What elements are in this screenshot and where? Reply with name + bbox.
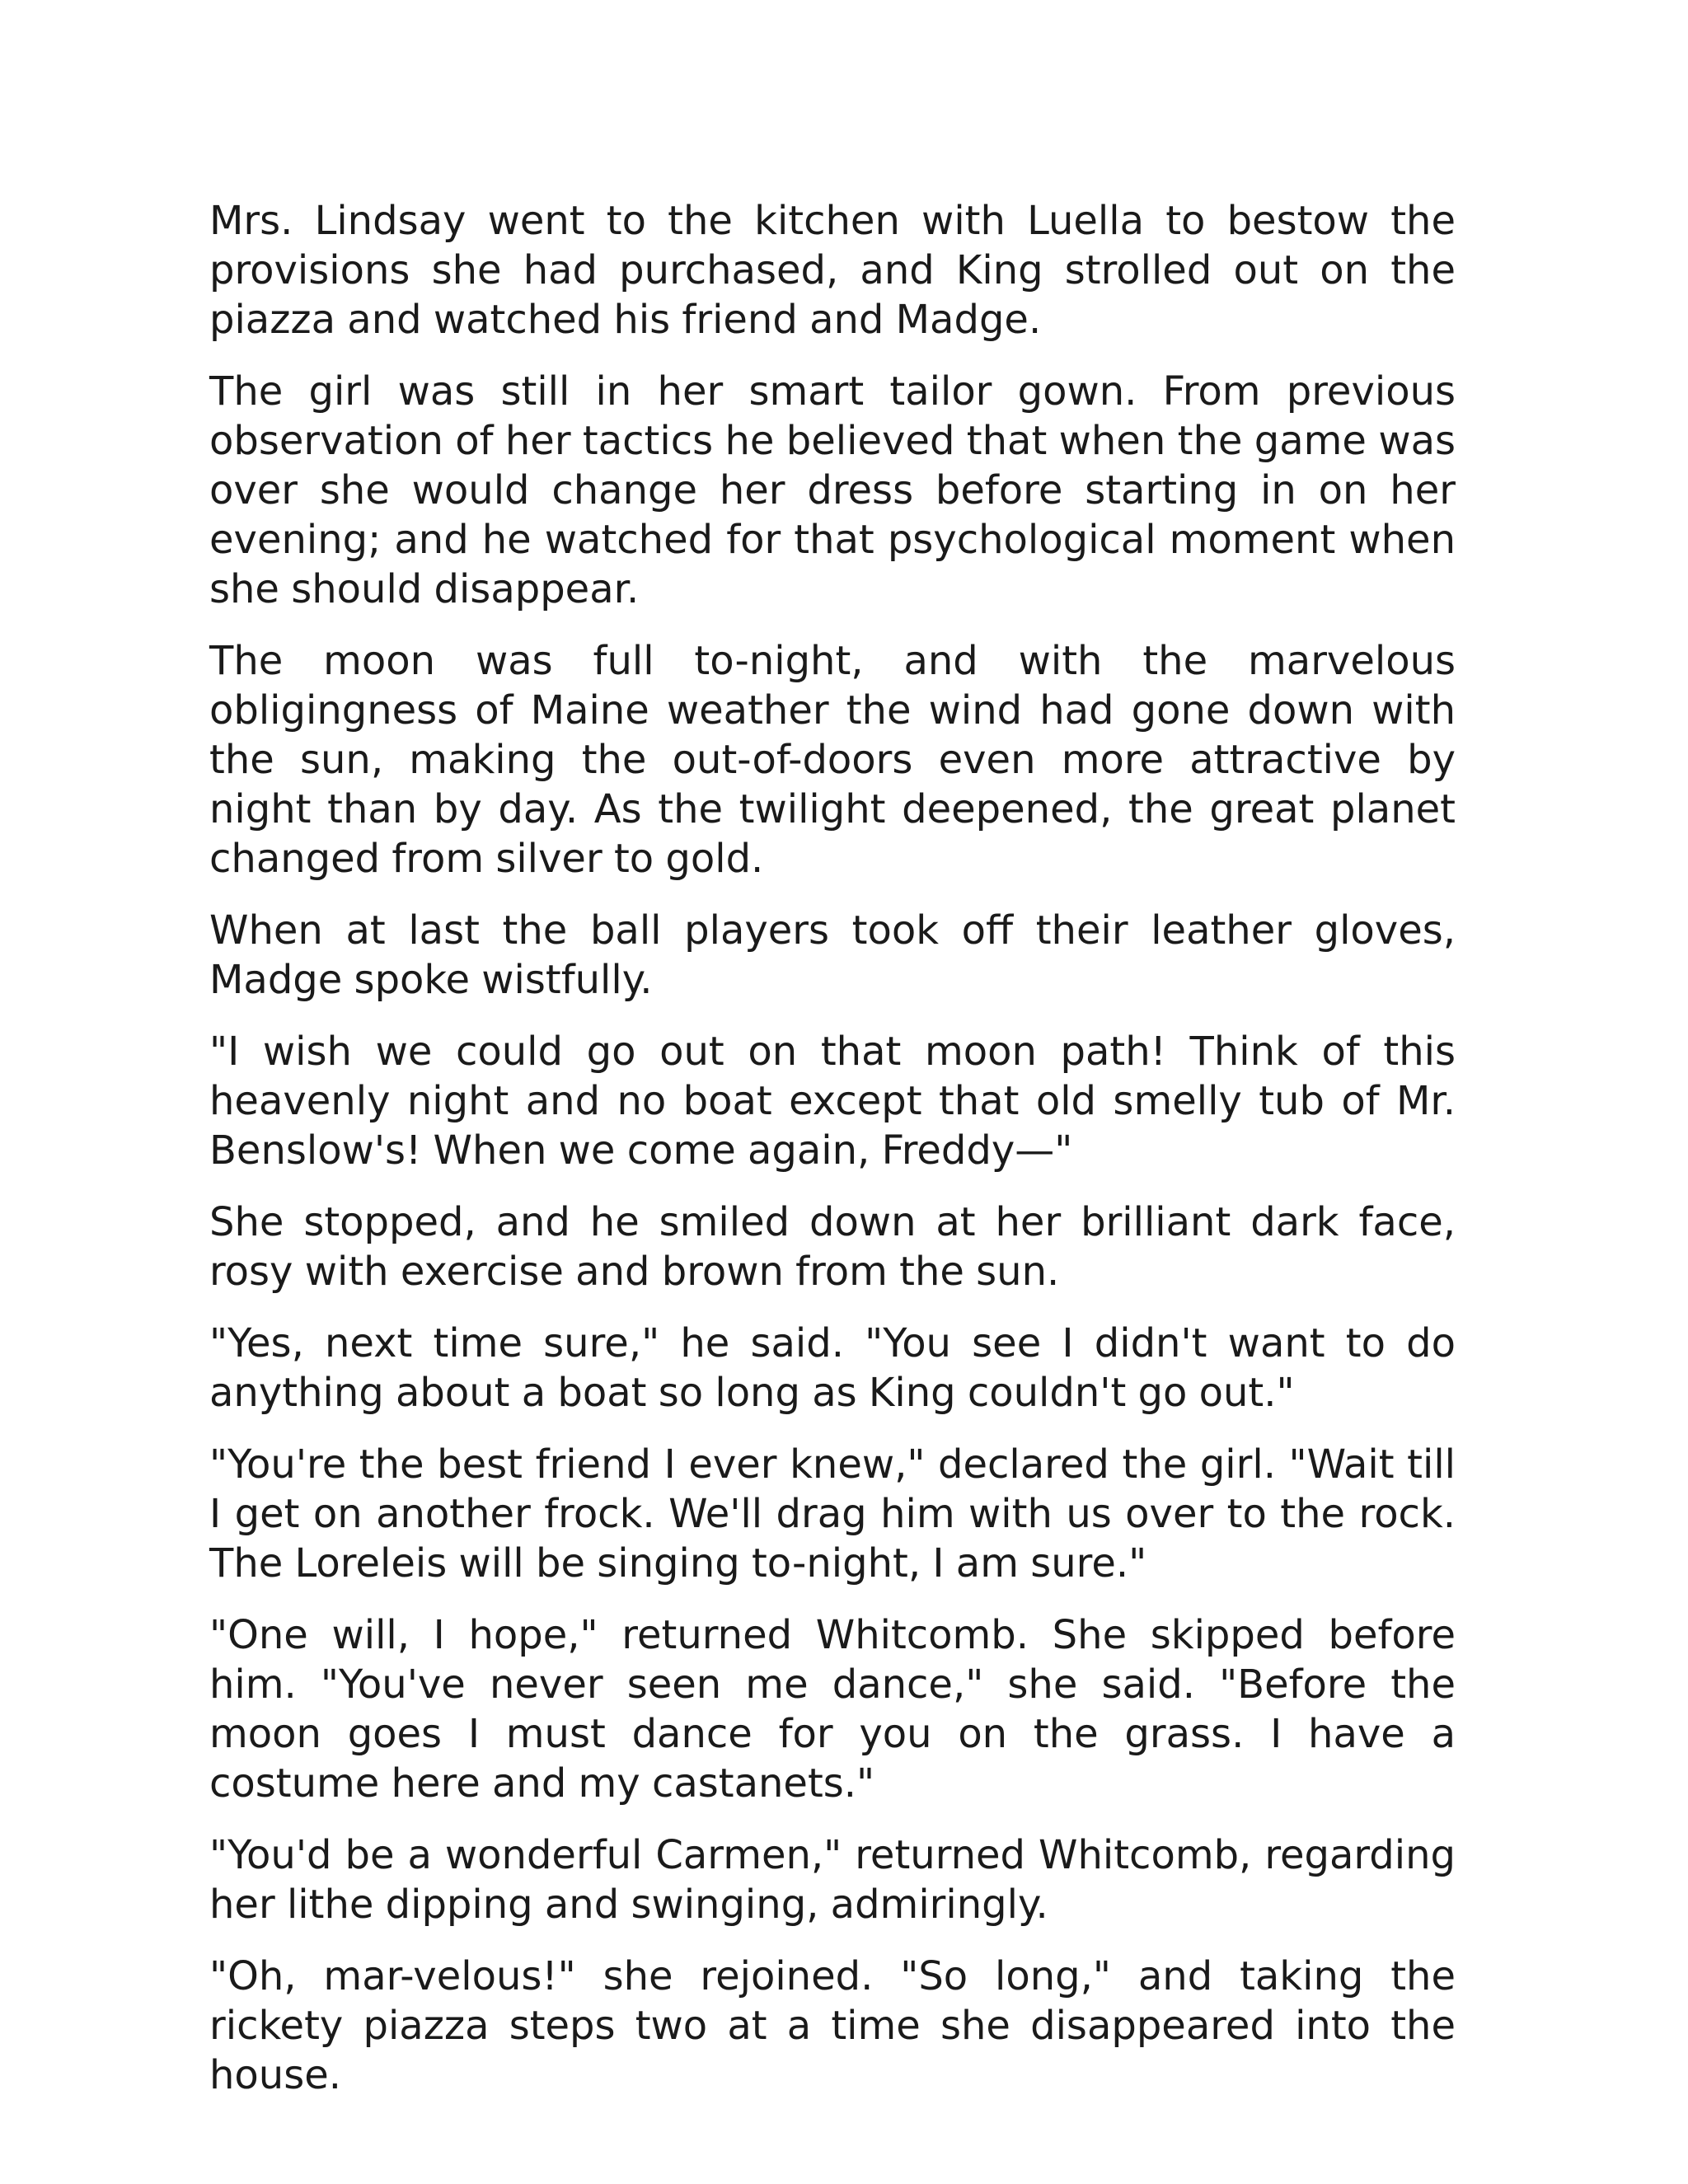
- paragraph: "You'd be a wonderful Carmen," returned Whitcomb, regarding her lithe dipping and swinging, admiringly.: [209, 1832, 1456, 1928]
- paragraph: "One will, I hope," returned Whitcomb. She skipped before him. "You've never seen me dance," she said. "Before the moon goes I must dance for you on the grass. I have a costume here and my castanets.": [209, 1612, 1456, 1807]
- paragraph: She stopped, and he smiled down at her brilliant dark face, rosy with exercise and brown from the sun.: [209, 1199, 1456, 1295]
- document-page: [209, 196, 1456, 2122]
- paragraph: Mrs. Lindsay went to the kitchen with Luella to bestow the provisions she had purchased, and King strolled out on the piazza and watched his friend and Madge.: [209, 198, 1456, 343]
- paragraph: "Oh, mar-velous!" she rejoined. "So long," and taking the rickety piazza steps two at a time she disappeared into the house.: [209, 1953, 1456, 2098]
- paragraph: "Yes, next time sure," he said. "You see I didn't want to do anything about a boat so long as King couldn't go out.": [209, 1320, 1456, 1416]
- paragraph: "I wish we could go out on that moon path! Think of this heavenly night and no boat except that old smelly tub of Mr. Benslow's! When we come again, Freddy—": [209, 1029, 1456, 1174]
- paragraph: The girl was still in her smart tailor gown. From previous observation of her tactics he believed that when the game was over she would change her dress before starting in on her evening; and he watched for that psychological moment when she should disappear.: [209, 368, 1456, 612]
- paragraph: The moon was full to-night, and with the marvelous obligingness of Maine weather the wind had gone down with the sun, making the out-of-doors even more attractive by night than by day. As the twilight deepened, the great planet changed from silver to gold.: [209, 638, 1456, 882]
- paragraph: When at last the ball players took off their leather gloves, Madge spoke wistfully.: [209, 907, 1456, 1003]
- paragraph: "You're the best friend I ever knew," declared the girl. "Wait till I get on another frock. We'll drag him with us over to the rock. The Loreleis will be singing to-night, I am sure.": [209, 1441, 1456, 1586]
